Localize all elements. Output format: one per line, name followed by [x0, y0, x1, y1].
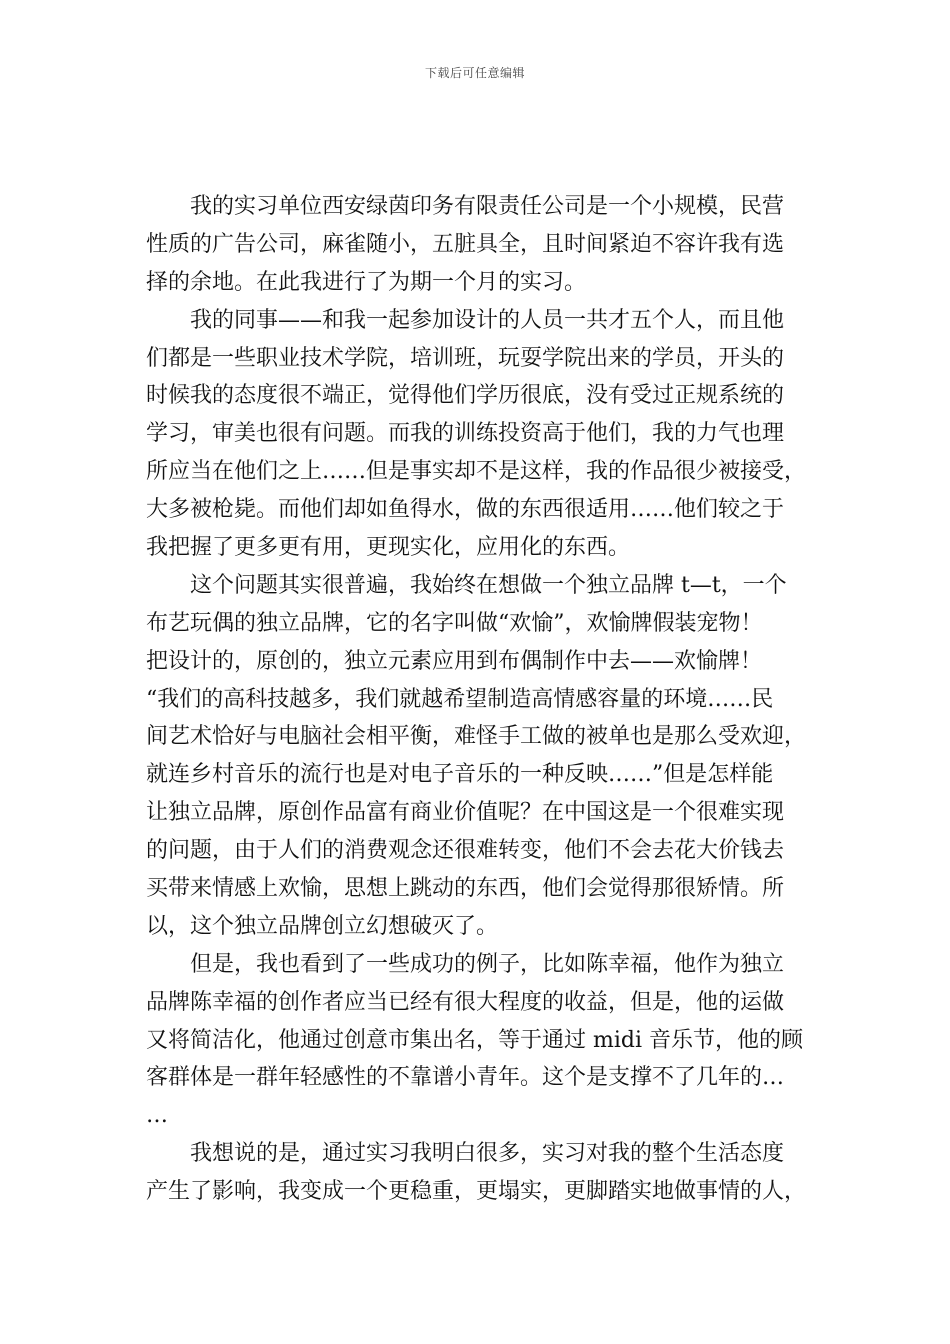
text-line: 性质的广告公司，麻雀随小，五脏具全，且时间紧迫不容许我有选: [146, 231, 785, 257]
text-line: 们都是一些职业技术学院，培训班，玩耍学院出来的学员，开头的: [146, 345, 785, 371]
text-line: 这个问题其实很普遍，我始终在想做一个独立品牌 t—t，一个: [190, 572, 787, 598]
text-line: 学习，审美也很有问题。而我的训练投资高于他们，我的力气也理: [146, 421, 785, 447]
text-line: 让独立品牌，原创作品富有商业价值呢？在中国这是一个很难实现: [146, 800, 785, 826]
text-line: 时候我的态度很不端正，觉得他们学历很底，没有受过正规系统的: [146, 383, 785, 409]
text-line: 但是，我也看到了一些成功的例子，比如陈幸福，他作为独立: [190, 951, 785, 977]
text-line: 我的同事——和我一起参加设计的人员一共才五个人，而且他: [190, 307, 785, 333]
text-line: 买带来情感上欢愉，思想上跳动的东西，他们会觉得那很矫情。所: [146, 876, 785, 902]
text-line: 以，这个独立品牌创立幻想破灭了。: [146, 913, 499, 939]
text-line: 大多被枪毙。而他们却如鱼得水，做的东西很适用……他们较之于: [146, 497, 785, 523]
text-line: 把设计的，原创的，独立元素应用到布偶制作中去——欢愉牌！: [146, 648, 763, 674]
text-line: 就连乡村音乐的流行也是对电子音乐的一种反映……”但是怎样能: [146, 762, 774, 788]
text-line: 布艺玩偶的独立品牌，它的名字叫做“欢愉”，欢愉牌假装宠物！: [146, 610, 763, 636]
text-line: 间艺术恰好与电脑社会相平衡，难怪手工做的被单也是那么受欢迎，: [146, 724, 807, 750]
text-line: 客群体是一群年轻感性的不靠谱小青年。这个是支撑不了几年的…: [146, 1065, 785, 1091]
text-line: 我把握了更多更有用，更现实化，应用化的东西。: [146, 535, 631, 561]
text-line: 择的余地。在此我进行了为期一个月的实习。: [146, 269, 587, 295]
text-line: 品牌陈幸福的创作者应当已经有很大程度的收益，但是，他的运做: [146, 989, 785, 1015]
text-line: 又将简洁化，他通过创意市集出名，等于通过 midi 音乐节，他的顾: [146, 1027, 804, 1053]
page-header: 下载后可任意编辑: [424, 66, 525, 80]
text-line: …: [146, 1103, 168, 1129]
text-line: 所应当在他们之上……但是事实却不是这样，我的作品很少被接受，: [146, 459, 807, 485]
text-line: 的问题，由于人们的消费观念还很难转变，他们不会去花大价钱去: [146, 838, 785, 864]
text-line: 我想说的是，通过实习我明白很多，实习对我的整个生活态度: [190, 1141, 785, 1167]
text-line: 产生了影响，我变成一个更稳重，更塌实，更脚踏实地做事情的人，: [146, 1179, 807, 1205]
text-line: “我们的高科技越多，我们就越希望制造高情感容量的环境……民: [146, 686, 774, 712]
text-line: 我的实习单位西安绿茵印务有限责任公司是一个小规模，民营: [190, 194, 785, 219]
document-body: [146, 188, 810, 1211]
